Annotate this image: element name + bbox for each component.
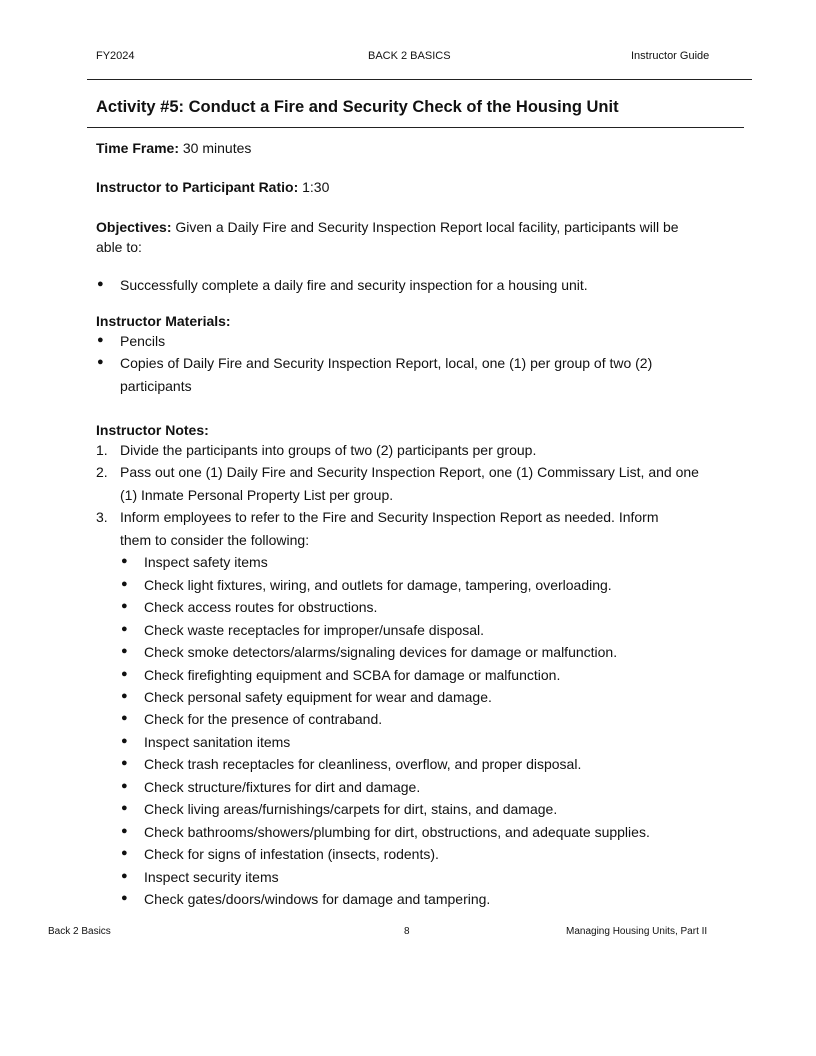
title-rule	[87, 127, 744, 128]
bullet-icon: ●	[121, 555, 128, 567]
objectives	[96, 216, 679, 238]
time-frame-label: Time Frame:	[96, 140, 179, 156]
objectives-text-line1: Given a Daily Fire and Security Inspection Report local facility, participants will be	[175, 219, 679, 235]
footer-left: Back 2 Basics	[48, 926, 111, 937]
bullet-icon: ●	[97, 334, 104, 346]
bullet-icon: ●	[121, 757, 128, 769]
note-number: 2.	[96, 464, 108, 480]
ratio-label: Instructor to Participant Ratio:	[96, 179, 299, 195]
time-frame-value: 30 minutes	[182, 140, 252, 156]
note-number: 3.	[96, 509, 108, 525]
checklist-item: Check for signs of infestation (insects, rodents).	[144, 846, 439, 862]
participant-ratio	[96, 176, 329, 198]
materials-label: Instructor Materials:	[96, 313, 231, 329]
bullet-icon: ●	[121, 623, 128, 635]
objective-item: Successfully complete a daily fire and security inspection for a housing unit.	[120, 277, 588, 293]
bullet-icon: ●	[121, 578, 128, 590]
bullet-icon: ●	[121, 735, 128, 747]
checklist-item: Check light fixtures, wiring, and outlets for damage, tampering, overloading.	[144, 577, 612, 593]
bullet-icon: ●	[97, 356, 104, 368]
note-line: (1) Inmate Personal Property List per group.	[120, 487, 394, 503]
ratio-value: 1:30	[302, 179, 330, 195]
objectives-label: Objectives:	[96, 219, 172, 235]
note-number: 1.	[96, 442, 108, 458]
material-item-continued: participants	[120, 378, 192, 394]
note-line: Pass out one (1) Daily Fire and Security Inspection Report, one (1) Commissary List, and one	[120, 464, 699, 480]
header-rule	[87, 79, 752, 80]
checklist-item: Check structure/fixtures for dirt and damage.	[144, 779, 421, 795]
checklist-item: Check trash receptacles for cleanliness, overflow, and proper disposal.	[144, 756, 582, 772]
checklist-item: Check personal safety equipment for wear and damage.	[144, 689, 492, 705]
note-line: Inform employees to refer to the Fire and Security Inspection Report as needed. Inform	[120, 509, 659, 525]
bullet-icon: ●	[121, 780, 128, 792]
checklist-item: Check smoke detectors/alarms/signaling devices for damage or malfunction.	[144, 644, 618, 660]
header-left: FY2024	[96, 50, 135, 62]
notes-label: Instructor Notes:	[96, 422, 209, 438]
bullet-icon: ●	[97, 278, 104, 290]
checklist-item: Check for the presence of contraband.	[144, 711, 383, 727]
checklist-item: Inspect safety items	[144, 554, 268, 570]
bullet-icon: ●	[121, 825, 128, 837]
checklist-item: Check bathrooms/showers/plumbing for dirt, obstructions, and adequate supplies.	[144, 824, 650, 840]
bullet-icon: ●	[121, 802, 128, 814]
checklist-item: Inspect sanitation items	[144, 734, 291, 750]
bullet-icon: ●	[121, 600, 128, 612]
bullet-icon: ●	[121, 847, 128, 859]
checklist-item: Check firefighting equipment and SCBA for damage or malfunction.	[144, 667, 561, 683]
checklist-item: Check gates/doors/windows for damage and tampering.	[144, 891, 491, 907]
bullet-icon: ●	[121, 870, 128, 882]
checklist-item: Check living areas/furnishings/carpets for dirt, stains, and damage.	[144, 801, 558, 817]
activity-title: Activity #5: Conduct a Fire and Security Check of the Housing Unit	[96, 98, 619, 116]
footer-right: Managing Housing Units, Part II	[566, 926, 708, 937]
checklist-item: Inspect security items	[144, 869, 279, 885]
time-frame	[96, 137, 251, 159]
page-number: 8	[404, 926, 410, 937]
header-right: Instructor Guide	[631, 50, 710, 62]
checklist-item: Check access routes for obstructions.	[144, 599, 378, 615]
material-item: Pencils	[120, 333, 166, 349]
note-line: Divide the participants into groups of two (2) participants per group.	[120, 442, 537, 458]
bullet-icon: ●	[121, 712, 128, 724]
bullet-icon: ●	[121, 668, 128, 680]
objectives-text-line2: able to:	[96, 239, 142, 255]
bullet-icon: ●	[121, 645, 128, 657]
header-center: BACK 2 BASICS	[368, 50, 451, 62]
bullet-icon: ●	[121, 892, 128, 904]
note-line: them to consider the following:	[120, 532, 310, 548]
material-item: Copies of Daily Fire and Security Inspection Report, local, one (1) per group of two (2)	[120, 355, 653, 371]
bullet-icon: ●	[121, 690, 128, 702]
checklist-item: Check waste receptacles for improper/unsafe disposal.	[144, 622, 485, 638]
